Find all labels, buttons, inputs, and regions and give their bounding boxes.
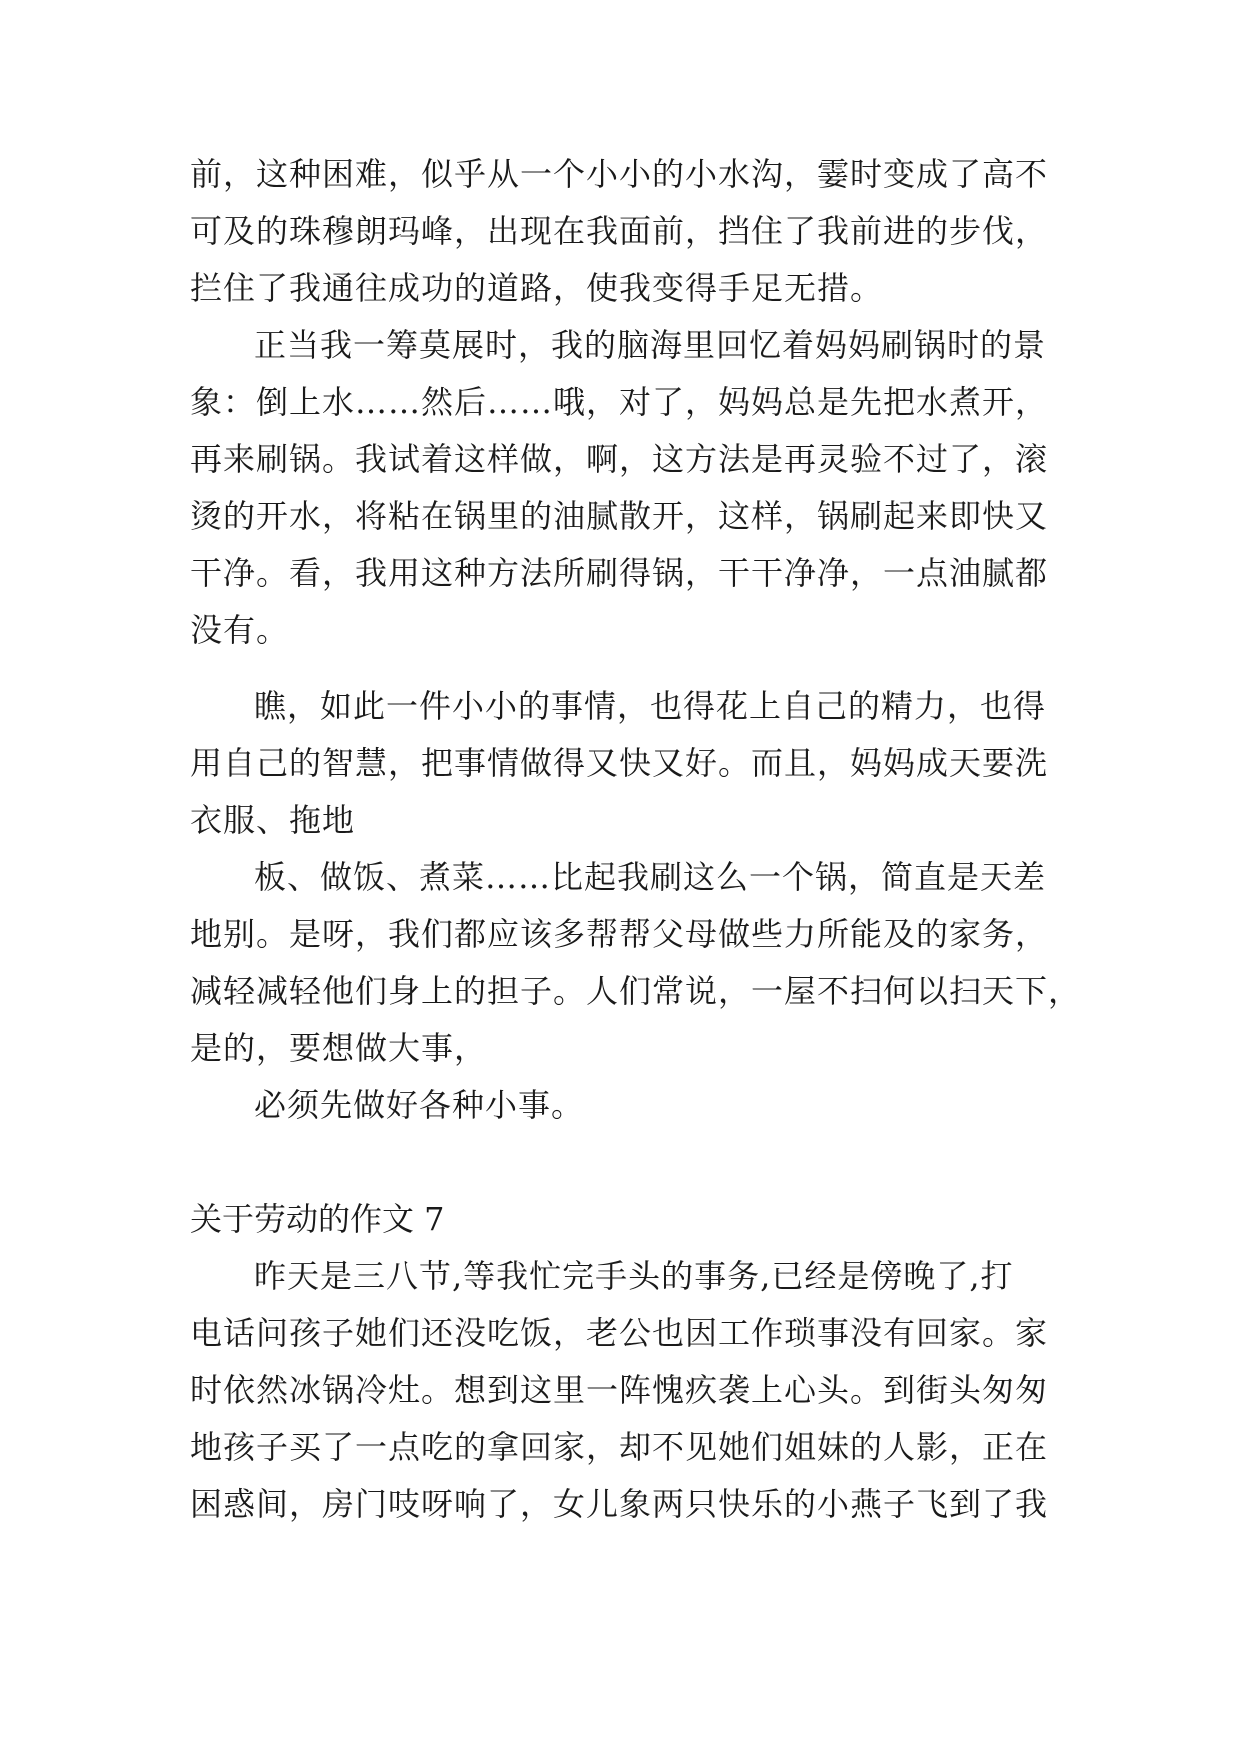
text-line: 板、做饭、煮菜……比起我刷这么一个锅，简直是天差 (254, 858, 1047, 896)
text-line: 时依然冰锅冷灶。想到这里一阵愧疚袭上心头。到街头匆匆 (190, 1371, 1049, 1409)
text-line: 瞧，如此一件小小的事情，也得花上自己的精力，也得 (254, 687, 1047, 725)
text-line: 困惑间，房门吱呀响了，女儿象两只快乐的小燕子飞到了我 (190, 1485, 1049, 1523)
text-line: 地别。是呀，我们都应该多帮帮父母做些力所能及的家务， (190, 915, 1049, 953)
text-line: 再来刷锅。我试着这样做，啊，这方法是再灵验不过了，滚 (190, 440, 1049, 478)
text-line: 可及的珠穆朗玛峰，出现在我面前，挡住了我前进的步伐， (190, 212, 1049, 250)
text-line: 昨天是三八节,等我忙完手头的事务,已经是傍晚了,打 (254, 1257, 1014, 1295)
text-line: 前，这种困难，似乎从一个小小的小水沟，霎时变成了高不 (190, 155, 1049, 193)
text-line: 是的，要想做大事， (190, 1029, 488, 1067)
text-line: 干净。看，我用这种方法所刷得锅，干干净净，一点油腻都 (190, 554, 1049, 592)
text-line: 烫的开水，将粘在锅里的油腻散开，这样，锅刷起来即快又 (190, 497, 1049, 535)
text-line: 减轻减轻他们身上的担子。人们常说，一屋不扫何以扫天下， (190, 972, 1082, 1010)
text-line: 象：倒上水……然后……哦，对了，妈妈总是先把水煮开， (190, 383, 1049, 421)
text-line: 正当我一筹莫展时，我的脑海里回忆着妈妈刷锅时的景 (254, 326, 1047, 364)
text-line: 必须先做好各种小事。 (254, 1086, 585, 1124)
text-line: 地孩子买了一点吃的拿回家，却不见她们姐妹的人影，正在 (190, 1428, 1049, 1466)
text-line: 电话问孩子她们还没吃饭，老公也因工作琐事没有回家。家 (190, 1314, 1049, 1352)
section-heading: 关于劳动的作文 7 (190, 1200, 445, 1238)
text-line: 没有。 (190, 611, 290, 649)
text-line: 用自己的智慧，把事情做得又快又好。而且，妈妈成天要洗 (190, 744, 1049, 782)
text-line: 拦住了我通往成功的道路，使我变得手足无措。 (190, 269, 884, 307)
text-line: 衣服、拖地 (190, 801, 356, 839)
